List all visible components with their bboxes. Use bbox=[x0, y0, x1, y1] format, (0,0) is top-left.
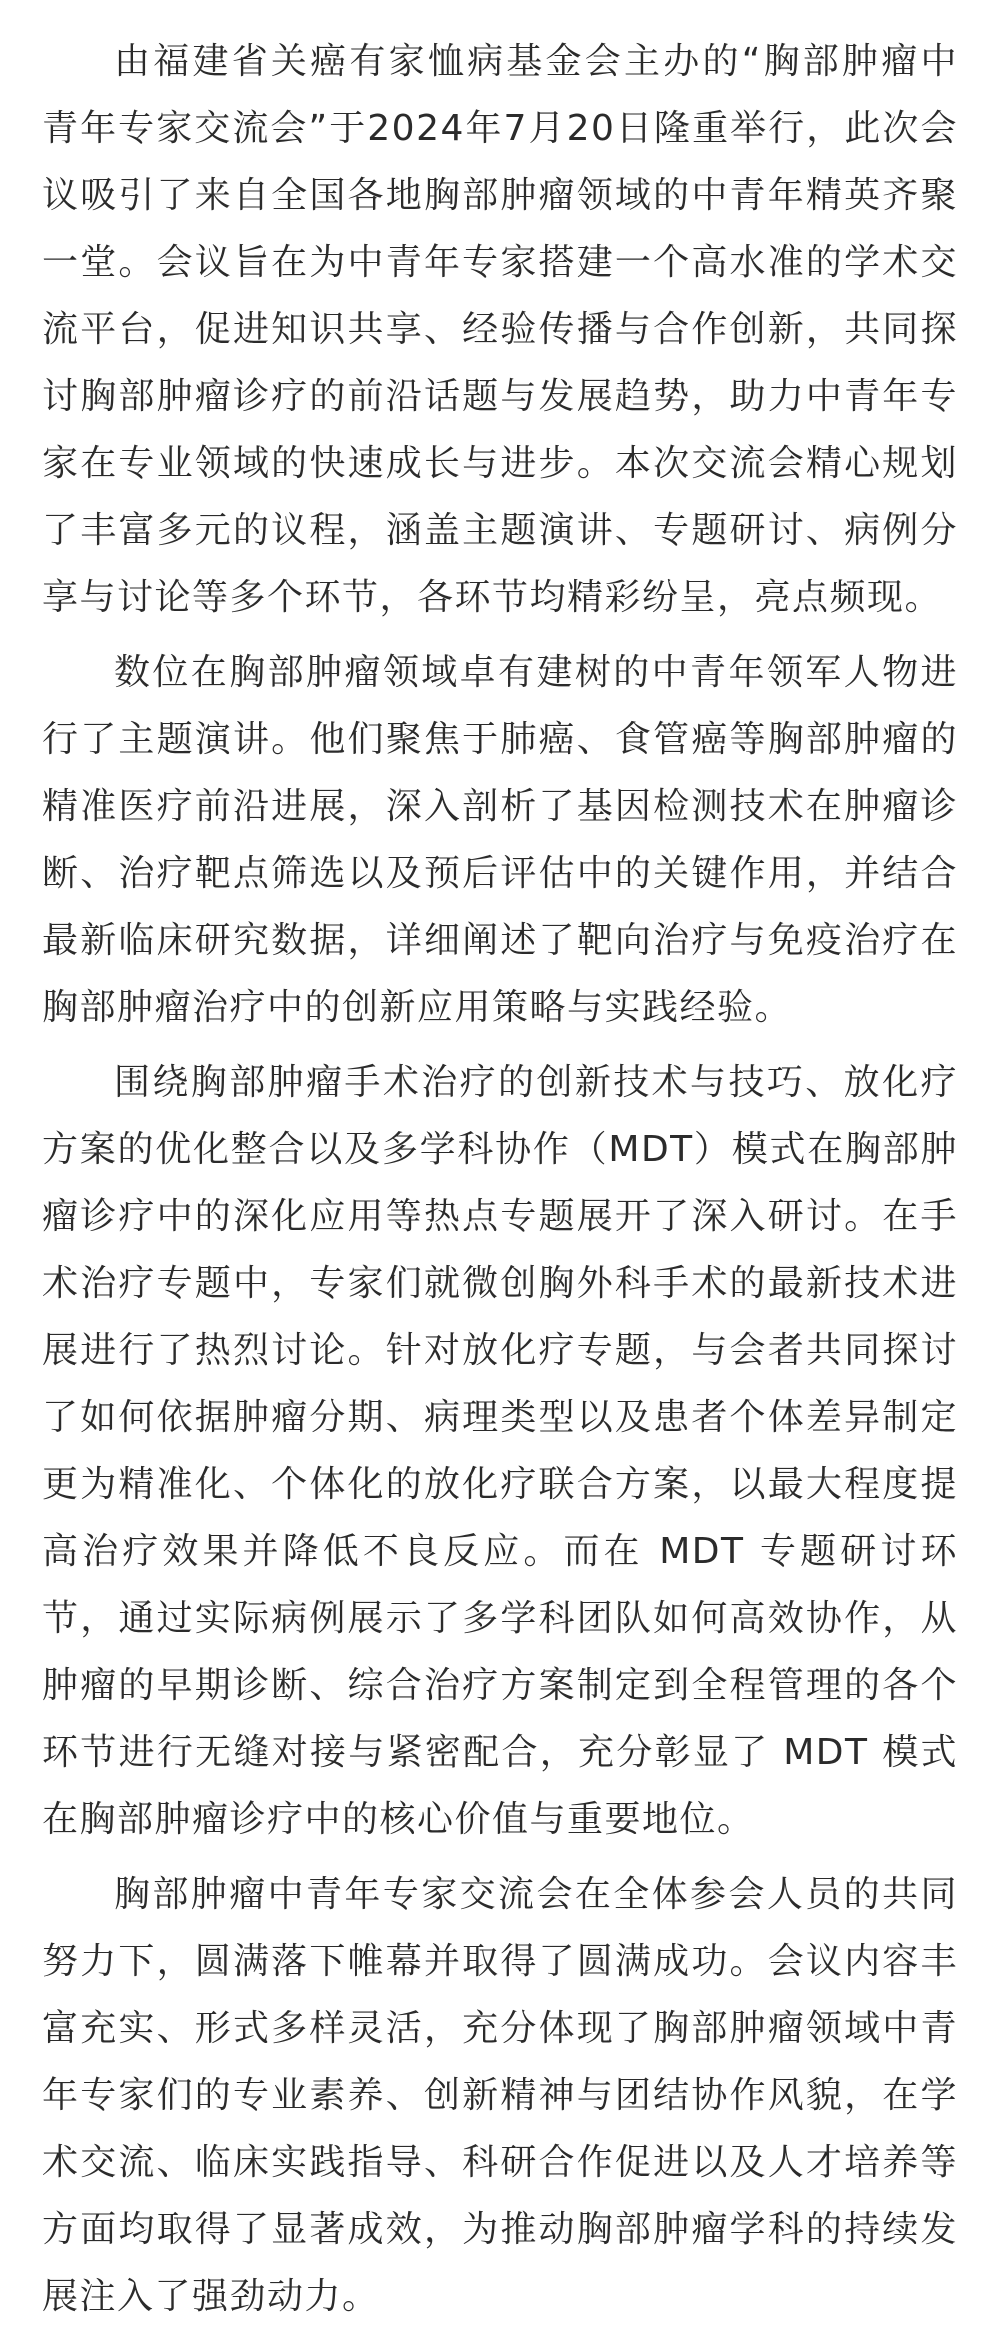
paragraph-conclusion: 胸部肿瘤中青年专家交流会在全体参会人员的共同努力下，圆满落下帷幕并取得了圆满成功。会议内容丰富充实、形式多样灵活，充分体现了胸部肿瘤领域中青年专家们的专业素养、创新精神与团结协作风貌，在学术交流、临床实践指导、科研合作促进以及人才培养等方面均取得了显著成效，为推动胸部肿瘤学科的持续发展注入了强劲动力。 bbox=[42, 1874, 958, 2317]
paragraph-seminars: 围绕胸部肿瘤手术治疗的创新技术与技巧、放化疗方案的优化整合以及多学科协作（MDT）模式在胸部肿瘤诊疗中的深化应用等热点专题展开了深入研讨。在手术治疗专题中，专家们就微创胸外科手术的最新技术进展进行了热烈讨论。针对放化疗专题，与会者共同探讨了如何依据肿瘤分期、病理类型以及患者个体差异制定更为精准化、个体化的放化疗联合方案，以最大程度提高治疗效果并降低不良反应。而在 MDT 专题研讨环节，通过实际病例展示了多学科团队如何高效协作，从肿瘤的早期诊断、综合治疗方案制定到全程管理的各个环节进行无缝对接与紧密配合，充分彰显了 MDT 模式在胸部肿瘤诊疗中的核心价值与重要地位。 bbox=[42, 1062, 958, 1840]
paragraph-keynote: 数位在胸部肿瘤领域卓有建树的中青年领军人物进行了主题演讲。他们聚焦于肺癌、食管癌等胸部肿瘤的精准医疗前沿进展，深入剖析了基因检测技术在肿瘤诊断、治疗靶点筛选以及预后评估中的关键作用，并结合最新临床研究数据，详细阐述了靶向治疗与免疫治疗在胸部肿瘤治疗中的创新应用策略与实践经验。 bbox=[42, 652, 958, 1028]
paragraph-intro: 由福建省关癌有家恤病基金会主办的“胸部肿瘤中青年专家交流会”于2024年7月20日隆重举行，此次会议吸引了来自全国各地胸部肿瘤领域的中青年精英齐聚一堂。会议旨在为中青年专家搭建一个高水准的学术交流平台，促进知识共享、经验传播与合作创新，共同探讨胸部肿瘤诊疗的前沿话题与发展趋势，助力中青年专家在专业领域的快速成长与进步。本次交流会精心规划了丰富多元的议程，涵盖主题演讲、专题研讨、病例分享与讨论等多个环节，各环节均精彩纷呈，亮点频现。 bbox=[42, 41, 958, 618]
